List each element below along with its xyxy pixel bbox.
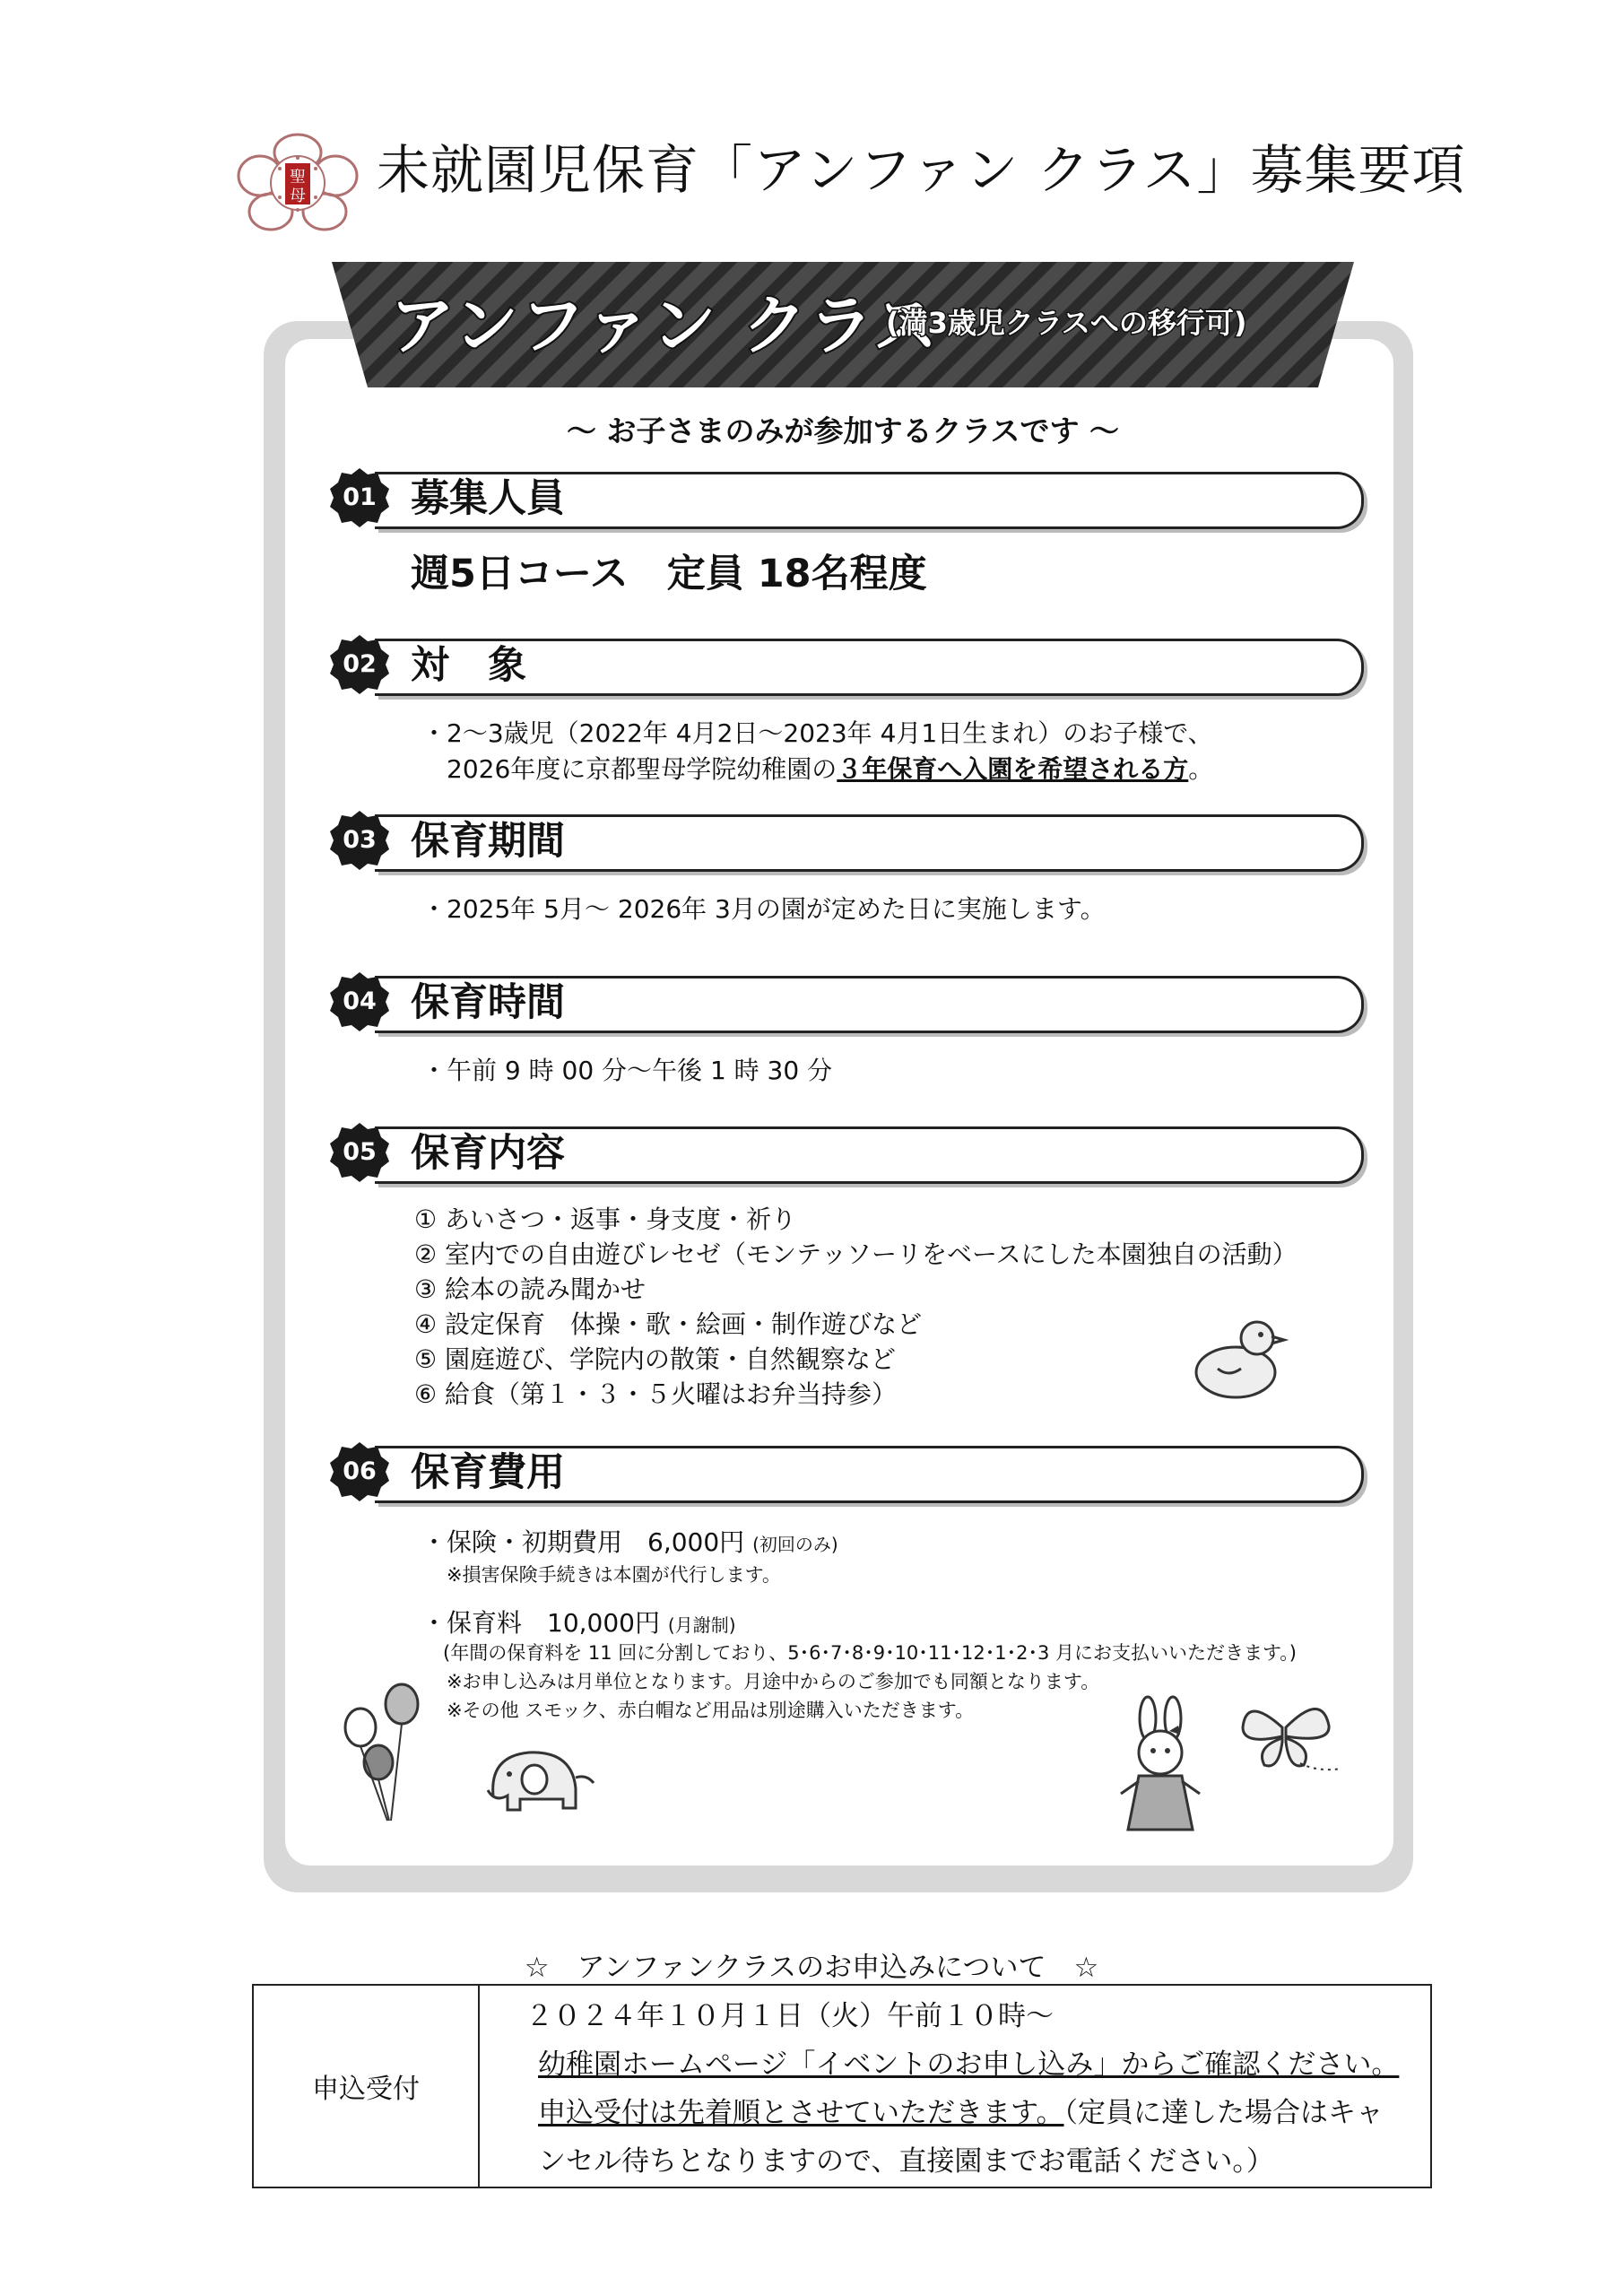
section-number: 03 xyxy=(343,826,377,854)
section-number-badge xyxy=(328,809,391,872)
duck-illustration xyxy=(1191,1317,1289,1403)
apply-waitlist-text: （定員に達した場合はキャ xyxy=(1063,2097,1384,2129)
section-number: 01 xyxy=(343,483,377,511)
section-number-badge xyxy=(328,466,391,529)
content-item: ⑥ 給食（第１・３・５火曜はお弁当持参） xyxy=(414,1379,898,1409)
fee-note: ※お申し込みは月単位となります。月途中からのご参加でも同額となります。 xyxy=(447,1671,1100,1692)
fee-tuition: ・保育料 10,000円 xyxy=(421,1608,660,1638)
tagline: ～ お子さまのみが参加するクラスです ～ xyxy=(567,413,1119,448)
butterfly-illustration xyxy=(1237,1692,1345,1781)
apply-homepage-link[interactable]: 幼稚園ホームページ「イベントのお申し込み」からご確認ください。 xyxy=(538,2048,1400,2081)
logo-lettering xyxy=(285,163,310,204)
target-period: 。 xyxy=(1188,754,1214,784)
section-number: 04 xyxy=(343,987,377,1015)
section-number-badge xyxy=(328,633,391,696)
content-item: ③ 絵本の読み聞かせ xyxy=(414,1274,647,1304)
svg-text:聖: 聖 xyxy=(290,168,306,187)
fee-insurance: ・保険・初期費用 6,000円 xyxy=(421,1527,745,1557)
apply-first-come-text: 申込受付は先着順とさせていただきます。 xyxy=(538,2097,1064,2129)
page-title: 未就園児保育「アンファン クラス」募集要項 xyxy=(377,139,1466,201)
target-line xyxy=(447,752,1213,787)
logo-char: 母 xyxy=(290,187,306,204)
banner-subtitle: (満3歳児クラスへの移行可) xyxy=(886,306,1247,340)
apply-waitlist: ンセル待ちとなりますので、直接園までお電話ください。） xyxy=(538,2145,1274,2178)
section-number: 05 xyxy=(343,1138,377,1166)
section-number: 06 xyxy=(343,1457,377,1485)
content-item: ② 室内での自由遊びレセゼ（モンテッソーリをベースにした本園独自の活動） xyxy=(414,1239,1298,1269)
balloons-illustration xyxy=(341,1677,430,1830)
fee-note: (月謝制) xyxy=(667,1614,736,1636)
apply-label: 申込受付 xyxy=(312,2074,420,2105)
fee-note: ※その他 スモック、赤白帽など用品は別途購入いただきます。 xyxy=(447,1700,975,1721)
apply-date: ２０２４年１０月１日（火）午前１０時～ xyxy=(525,2000,1054,2032)
apply-first-come xyxy=(538,2090,1384,2130)
time-line: ・午前 9 時 00 分～午後 1 時 30 分 xyxy=(421,1056,833,1085)
section-title: 保育内容 xyxy=(411,1131,565,1176)
apply-heading: ☆ アンファンクラスのお申込みについて ☆ xyxy=(524,1952,1099,1984)
section-number: 02 xyxy=(343,650,377,678)
banner-title: アンファン クラス xyxy=(390,288,940,363)
section-title: 保育費用 xyxy=(411,1450,565,1495)
fee-line xyxy=(421,1525,838,1562)
content-item: ④ 設定保育 体操・歌・絵画・制作遊びなど xyxy=(414,1309,923,1339)
period-line: ・2025年 5月～ 2026年 3月の園が定めた日に実施します。 xyxy=(421,894,1106,924)
section-title: 保育時間 xyxy=(411,980,565,1025)
target-line: ・2～3歳児（2022年 4月2日～2023年 4月1日生まれ）のお子様で、 xyxy=(421,718,1213,748)
content-item: ⑤ 園庭遊び、学院内の散策・自然観察など xyxy=(414,1344,896,1374)
capacity-text: 週5日コース 定員 18名程度 xyxy=(411,552,927,596)
fee-note: ※損害保険手続きは本園が代行します。 xyxy=(447,1564,781,1586)
elephant-illustration xyxy=(475,1742,601,1824)
target-text: 2026年度に京都聖母学院幼稚園の xyxy=(447,754,838,784)
fee-note: (初回のみ) xyxy=(752,1534,838,1555)
section-number-badge xyxy=(328,970,391,1033)
section-number-badge xyxy=(328,1121,391,1184)
target-emphasis: ３年保育へ入園を希望される方 xyxy=(837,754,1189,784)
content-item: ① あいさつ・返事・身支度・祈り xyxy=(414,1205,797,1234)
section-number-badge xyxy=(328,1440,391,1503)
section-title: 対 象 xyxy=(411,643,526,688)
section-title: 募集人員 xyxy=(411,476,565,521)
bunny-illustration xyxy=(1115,1695,1205,1839)
section-title: 保育期間 xyxy=(411,819,565,864)
table-divider xyxy=(478,1984,480,2188)
fee-line xyxy=(421,1605,736,1643)
fee-note: (年間の保育料を 11 回に分割しており、5･6･7･8･9･10･11･12･1･2･3 月にお支払いいただきます。) xyxy=(443,1642,1298,1664)
